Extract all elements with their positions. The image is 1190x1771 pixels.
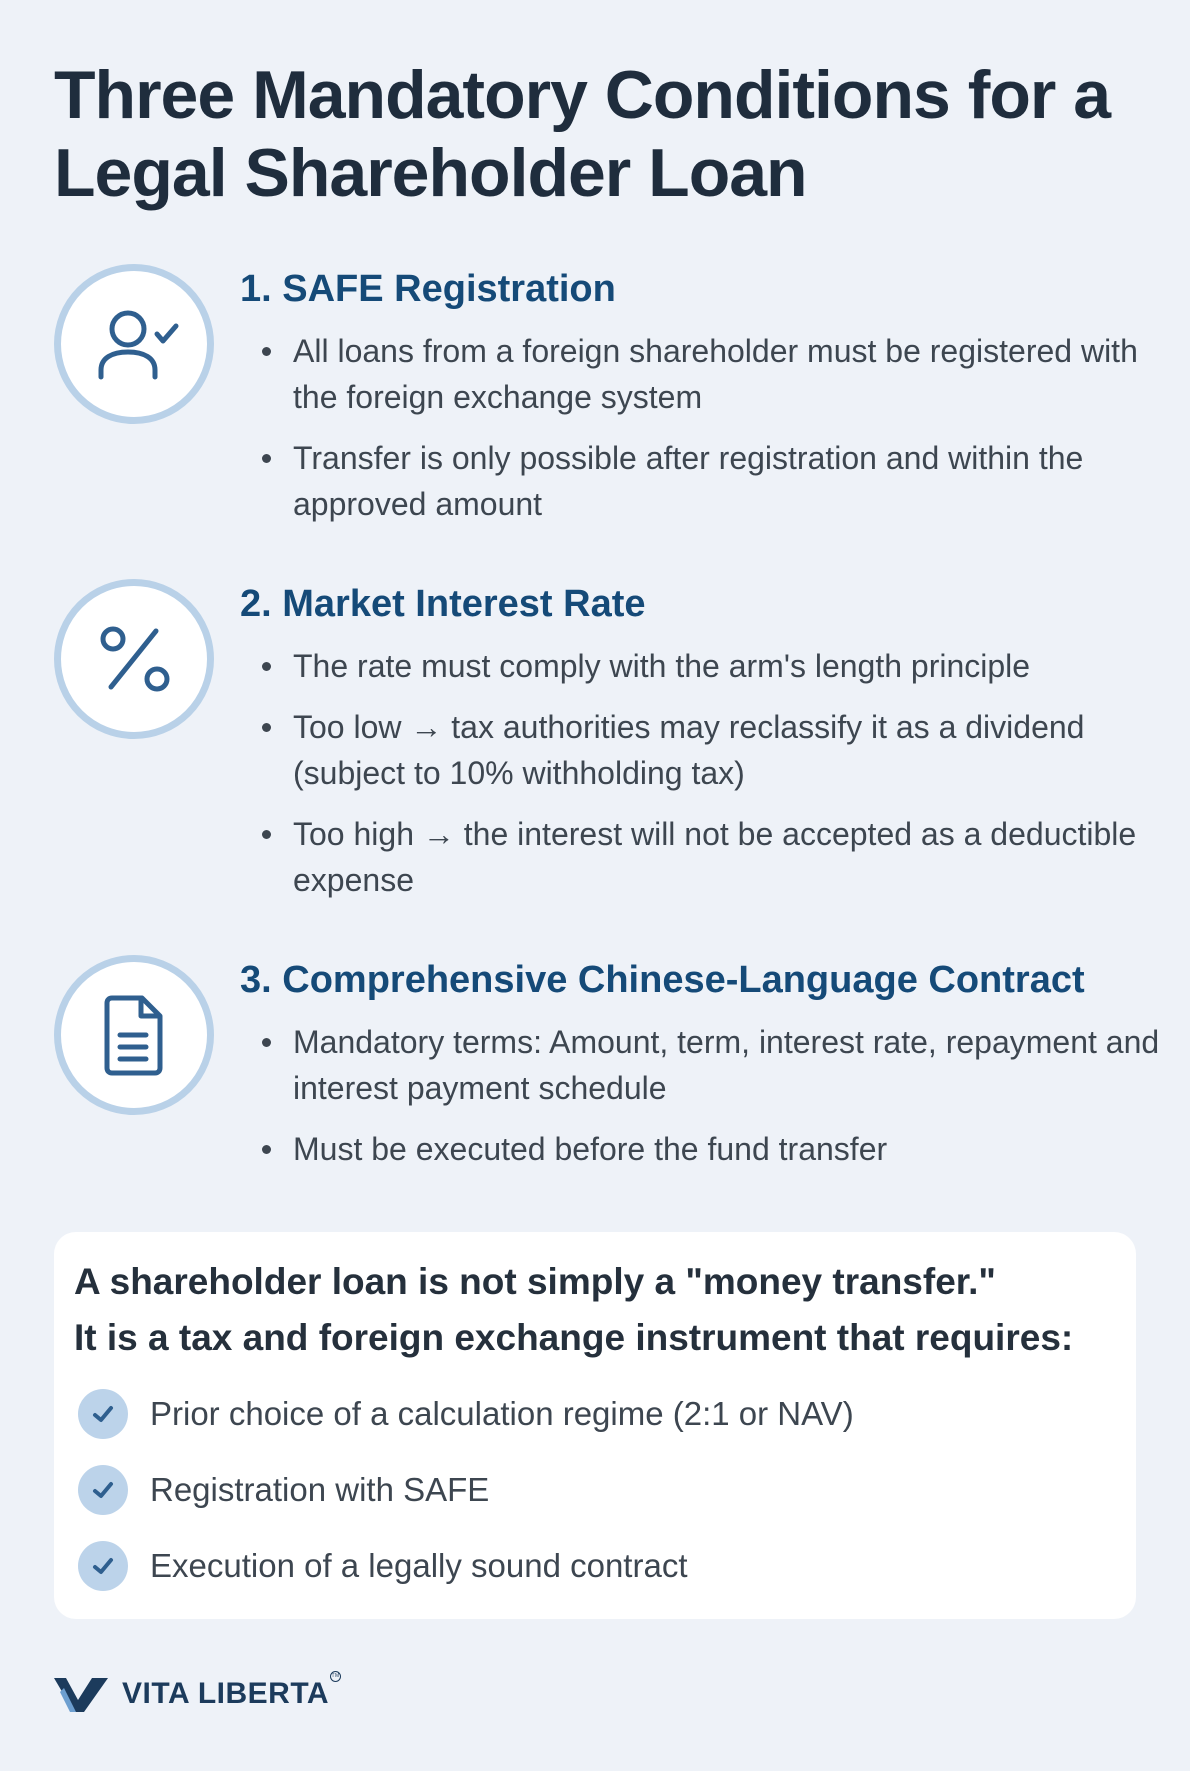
trademark-mark: TM <box>330 1671 341 1682</box>
page-title: Three Mandatory Conditions for a Legal Shareholder Loan <box>54 57 1111 211</box>
requirement-item <box>78 1464 854 1516</box>
percent-icon <box>54 579 214 739</box>
bullet-item: All loans from a foreign shareholder must be registered with the foreign exchange system <box>240 328 1190 420</box>
bullet-item: Mandatory terms: Amount, term, interest rate, repayment and interest payment schedule <box>240 1019 1190 1111</box>
requirement-item <box>78 1388 854 1440</box>
bullet-list <box>240 1019 1190 1187</box>
section-heading: 2. Market Interest Rate <box>240 583 646 625</box>
check-icon <box>78 1465 128 1515</box>
bullet-item: Too high → the interest will not be accepted as a deductible expense <box>240 811 1190 903</box>
bullet-item: Must be executed before the fund transfer <box>240 1126 1190 1172</box>
summary-line: It is a tax and foreign exchange instrument that requires: <box>74 1317 1074 1358</box>
user-check-icon <box>54 264 214 424</box>
check-icon <box>78 1541 128 1591</box>
bullet-list <box>240 328 1190 542</box>
requirement-text: Prior choice of a calculation regime (2:1 or NAV) <box>150 1395 854 1432</box>
requirements-list <box>78 1388 854 1616</box>
section-heading: 1. SAFE Registration <box>240 268 616 310</box>
bullet-list <box>240 643 1190 918</box>
brand-name-text: VITA LIBERTA <box>122 1677 330 1710</box>
section-heading: 3. Comprehensive Chinese-Language Contract <box>240 959 1085 1001</box>
bullet-item: The rate must comply with the arm's length principle <box>240 643 1190 689</box>
requirement-item <box>78 1540 854 1592</box>
summary-card <box>54 1232 1136 1619</box>
bullet-item: Transfer is only possible after registration and within the approved amount <box>240 435 1190 527</box>
document-icon <box>54 955 214 1115</box>
bullet-item: Too low → tax authorities may reclassify it as a dividend (subject to 10% withholding tax) <box>240 704 1190 796</box>
summary-heading <box>74 1254 1124 1366</box>
brand-name <box>122 1673 340 1711</box>
requirement-text: Registration with SAFE <box>150 1471 490 1508</box>
vita-liberta-logo-icon <box>54 1674 110 1714</box>
requirement-text: Execution of a legally sound contract <box>150 1547 688 1584</box>
summary-line: A shareholder loan is not simply a "money transfer." <box>74 1261 996 1302</box>
brand-logo <box>54 1673 340 1714</box>
check-icon <box>78 1389 128 1439</box>
